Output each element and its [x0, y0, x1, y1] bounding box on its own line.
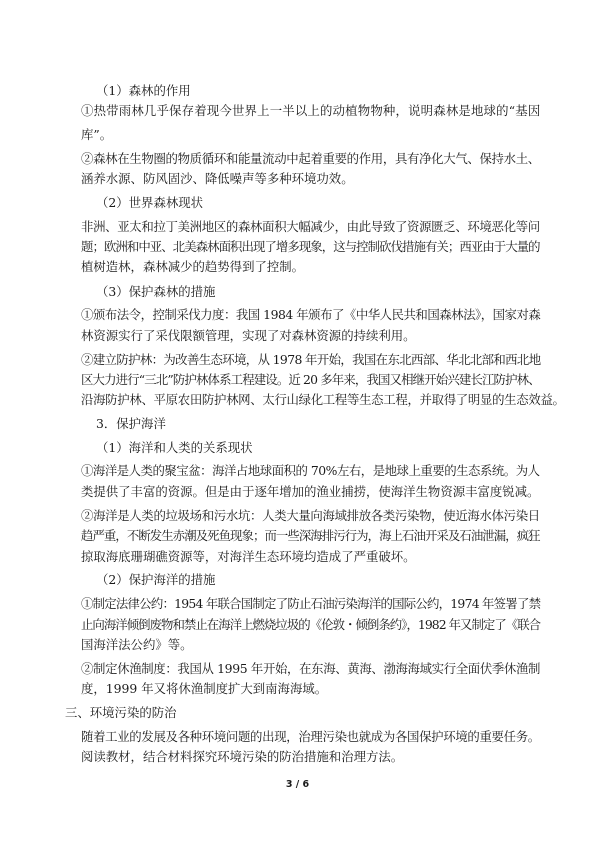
text-line: ①热带雨林几乎保存着现今世界上一半以上的动植物物种，说明森林是地球的“基因 — [81, 103, 541, 118]
text-line: （2）世界森林现状 — [96, 195, 204, 210]
text-line: 度，1999 年又将休渔制度扩大到南海海域。 — [81, 681, 328, 696]
text-line: ①海洋是人类的聚宝盆：海洋占地球面积的 70%左右，是地球上重要的生态系统。为人 — [81, 463, 540, 478]
text-line: （2）保护海洋的措施 — [96, 572, 216, 587]
text-line: 随着工业的发展及各种环境问题的出现，治理污染也就成为各国保护环境的重要任务。 — [81, 729, 540, 744]
text-line: （1）海洋和人类的关系现状 — [96, 440, 253, 455]
text-line: 植树造林，森林减少的趋势得到了控制。 — [81, 259, 305, 274]
text-line: ①制定法律公约：1954 年联合国制定了防止石油污染海洋的国际公约，1974 年签署了禁 — [81, 596, 541, 611]
text-line: （3）保护森林的措施 — [96, 284, 216, 299]
text-line: 沿海防护林、平原农田防护林网、太行山绿化工程等生态工程，并取得了明显的生态效益。 — [81, 392, 565, 407]
text-line: 涵养水源、防风固沙、降低噪声等多种环境功效。 — [81, 171, 354, 186]
text-line: （1）森林的作用 — [96, 83, 191, 98]
text-line: ②建立防护林：为改善生态环境，从 1978 年开始，我国在东北西部、华北北部和西北地 — [81, 352, 541, 367]
page-number: 3 / 6 — [285, 779, 310, 790]
text-line: ②森林在生物圈的物质循环和能量流动中起着重要的作用，具有净化大气、保持水土、 — [81, 151, 540, 166]
text-line: 趋严重，不断发生赤潮及死鱼现象；而一些深海排污行为，海上石油开采及石油泄漏，疯狂 — [81, 528, 540, 543]
text-line: 止向海洋倾倒废物和禁止在海洋上燃烧垃圾的《伦敦・倾倒条约》，1982 年又制定了《联合 — [81, 617, 541, 632]
text-line: 三、环境污染的防治 — [65, 705, 177, 720]
text-line: 3．保护海洋 — [96, 416, 166, 431]
text-line: 林资源实行了采伐限额管理，实现了对森林资源的持续利用。 — [81, 328, 416, 343]
text-line: ②制定休渔制度：我国从 1995 年开始，在东海、黄海、渤海海域实行全面伏季休渔制 — [81, 661, 541, 676]
text-line: ①颁布法令，控制采伐力度：我国 1984 年颁布了《中华人民共和国森林法》，国家对森 — [81, 307, 541, 322]
text-line: 阅读教材，结合材料探究环境污染的防治措施和治理方法。 — [81, 749, 404, 764]
text-line: 类提供了丰富的资源。但是由于逐年增加的渔业捕捞，使海洋生物资源丰富度锐减。 — [81, 484, 540, 499]
text-line: 库”。 — [81, 127, 113, 142]
text-line: 题；欧洲和中亚、北美森林面积出现了增多现象，这与控制砍伐措施有关；西亚由于大量的 — [81, 239, 540, 254]
text-line: 非洲、亚太和拉丁美洲地区的森林面积大幅减少，由此导致了资源匮乏、环境恶化等问 — [81, 219, 540, 234]
text-line: ②海洋是人类的垃圾场和污水坑：人类大量向海域排放各类污染物，使近海水体污染日 — [81, 508, 540, 523]
text-line: 区大力进行“三北”防护林体系工程建设。近 20 多年来，我国又相继开始兴建长江防护林、 — [81, 372, 540, 387]
text-line: 掠取海底珊瑚礁资源等，对海洋生态环境均造成了严重破坏。 — [81, 549, 416, 564]
text-line: 国海洋法公约》等。 — [81, 637, 193, 652]
